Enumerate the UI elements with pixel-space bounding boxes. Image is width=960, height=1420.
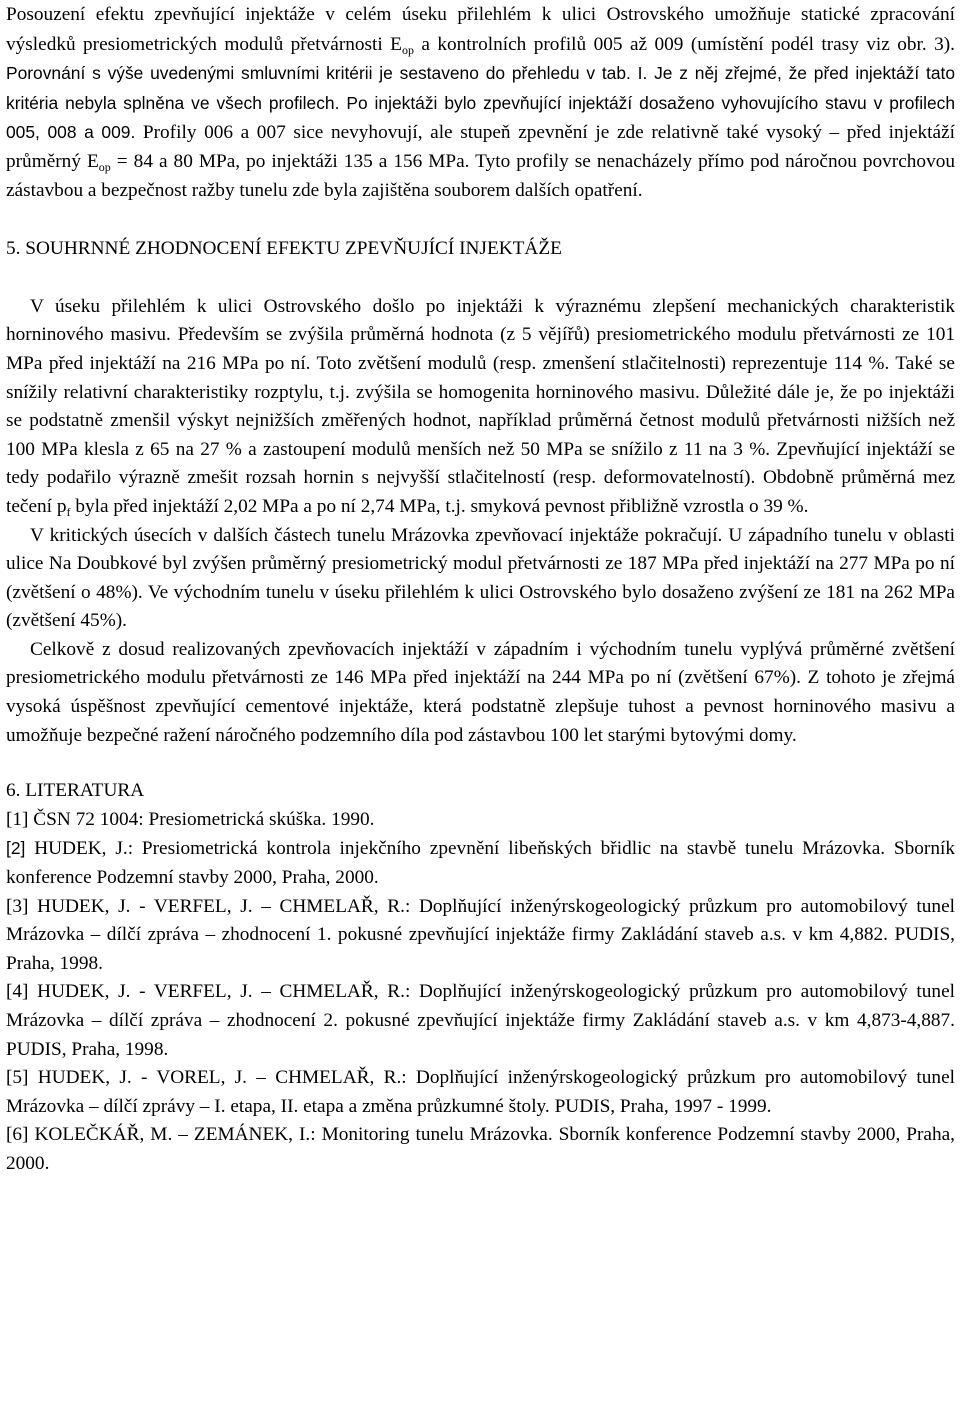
reference-number: [2] [6,838,26,859]
document-page [6,0,955,1179]
paragraph-text: V úseku přilehlém k ulici Ostrovského došlo po injektáži k výraznému zlepšení mechanických charakteristik horninového masivu. Především se zvýšila průměrná hodnota (z 5 vějířů) presiometrického modulu přetvárnosti ze 101 MPa před injektáží na 216 MPa po ní. Toto zvětšení modulů (resp. zmenšení stlačitelnosti) reprezentuje 114 %. Také se snížily relativní charakteristiky rozptylu, t.j. zvýšila se homogenita horninového masivu. Důležité dále je, že po injektáži se podstatně zmenšil výskyt nejnižších změřených hodnot, například průměrná četnost modulů přetvárnosti nižších než 100 MPa klesla z 65 na 27 % a zastoupení modulů menších než 50 MPa se snížilo z 11 na 3 %. Zpevňující injektáží se tedy podařilo výrazně zmešit rozsah hornin s nejvyšší stlačitelností (resp. deformovatelností). Obdobně průměrná mez tečení p [6,295,955,517]
subscript-f: f [66,504,71,519]
reference-item [6,893,955,979]
paragraph-text: byla před injektáží 2,02 MPa a po ní 2,74 MPa, t.j. smyková pevnost přibližně vzrostla o 39 %. [70,495,809,517]
reference-text: HUDEK, J. - VERFEL, J. – CHMELAŘ, R.: Doplňující inženýrskogeologický průzkum pro automobilový tunel Mrázovka – dílčí zpráva – zhodnocení 1. pokusné zpevňující injektáže firmy Zakládání staveb a.s. v km 4,882. PUDIS, Praha, 1998. [6,895,955,974]
reference-item [6,1064,955,1121]
reference-text: HUDEK, J.: Presiometrická kontrola injekčního zpevnění libeňských břidlic na stavbě tunelu Mrázovka. Sborník konference Podzemní stavby 2000, Praha, 2000. [6,838,955,889]
paragraph-text-sans: Porovnání s výše uvedenými smluvními kritérii je sestaveno do přehledu v tab. I. Je z něj zřejmé, že před injektáží tato kritéria nebyla splněna ve všech profilech. Po injektáži bylo zpevňující injektáží dosaženo vyhovujícího stavu v profilech 005, 008 a 009. [6,63,955,143]
paragraph-text: Profily 006 a 007 sice nevyhovují, ale stupeň zpevnění je zde relativně také vysoký – před injektáží průměrný E [6,122,955,172]
subscript-op: op [98,159,111,174]
reference-number: [3] [6,895,29,917]
reference-text: ČSN 72 1004: Presiometrická skúška. 1990. [28,808,375,830]
reference-number: [6] [6,1124,29,1146]
reference-text: KOLEČKÁŘ, M. – ZEMÁNEK, I.: Monitoring tunelu Mrázovka. Sborník konference Podzemní stavby 2000, Praha, 2000. [6,1124,955,1174]
reference-item [6,834,955,892]
section5-heading: 5. SOUHRNNÉ ZHODNOCENÍ EFEKTU ZPEVŇUJÍCÍ INJEKTÁŽE [6,238,562,260]
paragraph-text: a kontrolních profilů 005 až 009 (umístění podél trasy viz obr. 3). [413,33,955,55]
subscript-op: op [401,42,414,57]
paragraph-text: = 84 a 80 MPa, po injektáži 135 a 156 MPa. Tyto profily se nenacházely přímo pod náročnou povrchovou zástavbou a bezpečnost ražby tunelu zde byla zajištěna souborem dalších opatření. [6,150,955,201]
section5-paragraph-3: Celkově z dosud realizovaných zpevňovacích injektáží v západním i východním tunelu vyplývá průměrné zvětšení presiometrického modulu přetvárnosti ze 146 MPa před injektáží na 244 MPa po ní (zvětšení 67%). Z tohoto je zřejmá vysoká úspěšnost zpevňující cementové injektáže, která podstatně zlepšuje tuhost a pevnost horninového masivu a umožňuje bezpečné ražení náročného podzemního díla pod zástavbou 100 let starými bytovými domy. [6,638,955,746]
reference-item [6,1121,955,1178]
reference-text: HUDEK, J. - VERFEL, J. – CHMELAŘ, R.: Doplňující inženýrskogeologický průzkum pro automobilový tunel Mrázovka – dílčí zpráva – zhodnocení 2. pokusné zpevňující injektáže firmy Zakládání staveb a.s. v km 4,873-4,887. PUDIS, Praha, 1998. [6,981,955,1060]
section5-paragraph-2: V kritických úsecích v dalších částech tunelu Mrázovka zpevňovací injektáže pokračují. U západního tunelu v oblasti ulice Na Doubkové byl zvýšen průměrný presiometrický modul přetvárnosti ze 187 MPa před injektáží na 277 MPa po ní (zvětšení o 48%). Ve východním tunelu v úseku přilehlém k ulici Ostrovského bylo dosaženo zvýšení ze 181 na 262 MPa (zvětšení 45%). [6,524,955,632]
reference-item [6,806,955,835]
section5-paragraph-1 [6,293,955,522]
section6-heading: 6. LITERATURA [6,780,145,802]
reference-text: HUDEK, J. - VOREL, J. – CHMELAŘ, R.: Doplňující inženýrskogeologický průzkum pro automobilový tunel Mrázovka – dílčí zprávy – I. etapa, II. etapa a změna průzkumné štoly. PUDIS, Praha, 1997 - 1999. [6,1067,955,1117]
reference-list [6,806,955,1179]
reference-number: [4] [6,981,29,1003]
paragraph-text: Posouzení efektu zpevňující injektáže v celém úseku přilehlém k ulici Ostrovského umožňuje statické zpracování výsledků presiometrických modulů přetvárnosti E [6,4,955,55]
reference-number: [5] [6,1067,29,1089]
reference-number: [1] [6,808,29,830]
reference-item [6,978,955,1064]
section4-closing-paragraph [6,1,955,205]
